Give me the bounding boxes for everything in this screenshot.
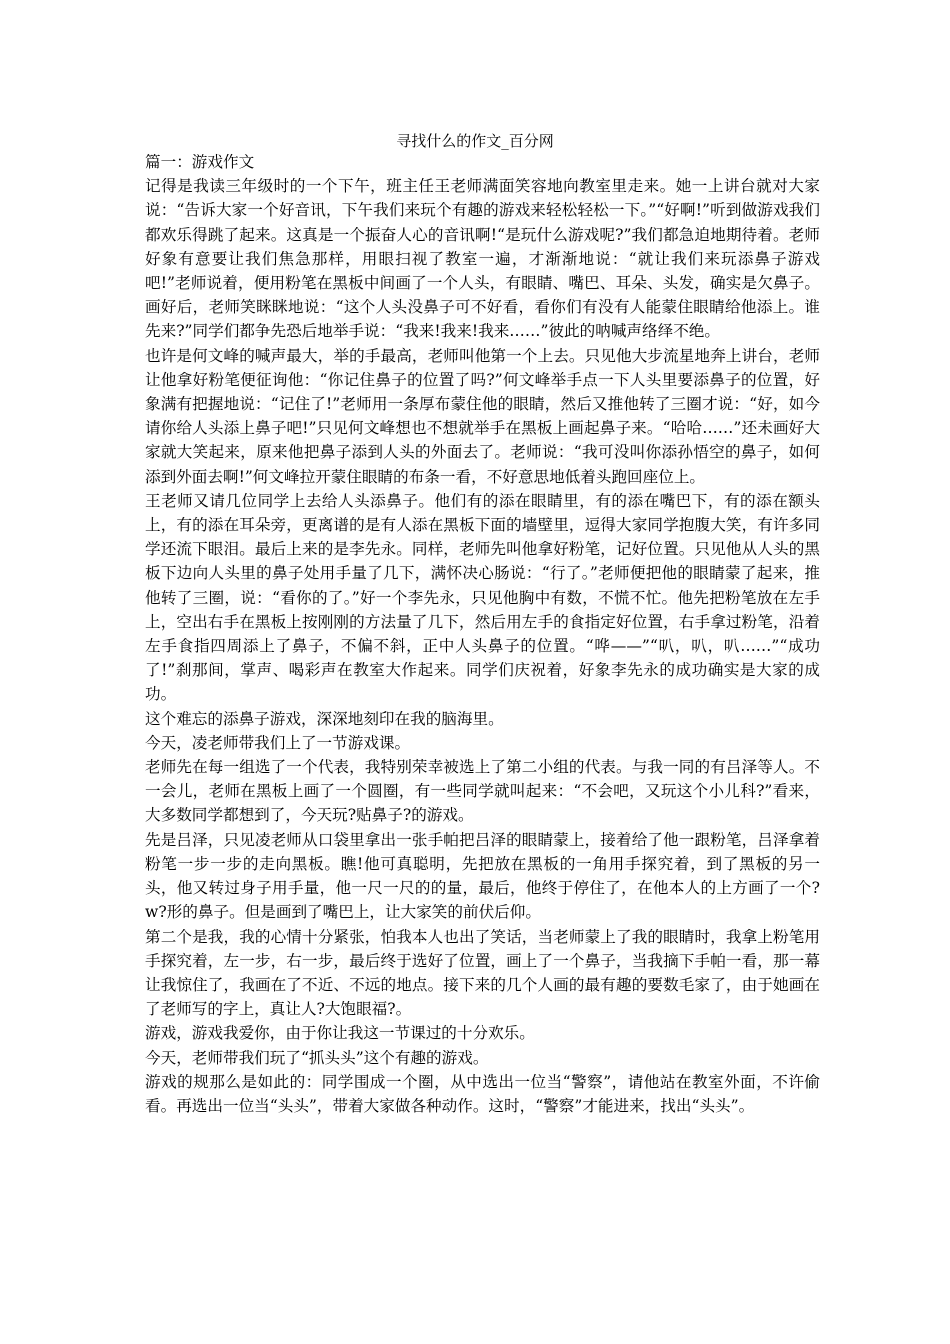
paragraph: 也许是何文峰的喊声最大，举的手最高，老师叫他第一个上去。只见他大步流星地奔上讲台，老师让他拿好粉笔便征询他：“你记住鼻子的位置了吗?”何文峰举手点一下人头里要添鼻子的位置，好象满有把握地说：“记住了!”老师用一条厚布蒙住他的眼睛，然后又推他转了三圈才说：“好，如今请你给人头添上鼻子吧!”只见何文峰想也不想就举手在黑板上画起鼻子来。“哈哈……”还未画好大家就大笑起来，原来他把鼻子添到人头的外面去了。老师说：“我可没叫你添孙悟空的鼻子，如何添到外面去啊!”何文峰拉开蒙住眼睛的布条一看，不好意思地低着头跑回座位上。 [145,346,820,486]
document-title: 寻找什么的作文_百分网 [396,132,554,150]
paragraph-section-heading: 篇一：游戏作文 [145,153,255,171]
paragraph: 老师先在每一组选了一个代表，我特别荣幸被选上了第二小组的代表。与我一同的有吕泽等人。不一会儿，老师在黑板上画了一个圆圈，有一些同学就叫起来：“不会吧，又玩这个小儿科?”看来，大多数同学都想到了，今天玩?贴鼻子?的游戏。 [145,758,820,825]
paragraph: 王老师又请几位同学上去给人头添鼻子。他们有的添在眼睛里，有的添在嘴巴下，有的添在额头上，有的添在耳朵旁，更离谱的是有人添在黑板下面的墙壁里，逗得大家同学抱腹大笑，有许多同学还流下眼泪。最后上来的是李先永。同样，老师先叫他拿好粉笔，记好位置。只见他从人头的黑板下边向人头里的鼻子处用手量了几下，满怀决心肠说：“行了。”老师便把他的眼睛蒙了起来，推他转了三圈，说：“看你的了。”好一个李先永，只见他胸中有数，不慌不忙。他先把粉笔放在左手上，空出右手在黑板上按刚刚的方法量了几下，然后用左手的食指定好位置，右手拿过粉笔，沿着左手食指四周添上了鼻子，不偏不斜，正中人头鼻子的位置。“哗——”“叭，叭，叭……”“成功了!”刹那间，掌声、喝彩声在教室大作起来。同学们庆祝着，好象李先永的成功确实是大家的成功。 [145,491,820,704]
paragraph: 游戏，游戏我爱你，由于你让我这一节课过的十分欢乐。 [145,1024,535,1043]
paragraph: 第二个是我，我的心情十分紧张，怕我本人也出了笑话，当老师蒙上了我的眼睛时，我拿上粉笔用手探究着，左一步，右一步，最后终于选好了位置，画上了一个鼻子，当我摘下手帕一看，那一幕让我惊住了，我画在了不近、不远的地点。接下来的几个人画的最有趣的要数毛家了，由于她画在了老师写的字上，真让人?大饱眼福?。 [145,927,820,1019]
paragraph: 这个难忘的添鼻子游戏，深深地刻印在我的脑海里。 [145,709,504,728]
document-body [145,150,820,1118]
paragraph: 记得是我读三年级时的一个下午，班主任王老师满面笑容地向教室里走来。她一上讲台就对大家说：“告诉大家一个好音讯，下午我们来玩个有趣的游戏来轻松轻松一下。”“好啊!”听到做游戏我们都欢乐得跳了起来。这真是一个振奋人心的音讯啊!“是玩什么游戏呢?”我们都急迫地期待着。老师好象有意要让我们焦急那样，用眼扫视了教室一遍，才渐渐地说：“就让我们来玩添鼻子游戏吧!”老师说着，便用粉笔在黑板中间画了一个人头，有眼睛、嘴巴、耳朵、头发，确实是欠鼻子。画好后，老师笑眯眯地说：“这个人头没鼻子可不好看，看你们有没有人能蒙住眼睛给他添上。谁先来?”同学们都争先恐后地举手说：“我来!我来!我来……”彼此的呐喊声络绎不绝。 [145,177,820,341]
paragraph: 今天，凌老师带我们上了一节游戏课。 [145,733,411,752]
paragraph: 先是吕泽，只见凌老师从口袋里拿出一张手帕把吕泽的眼睛蒙上，接着给了他一跟粉笔，吕泽拿着粉笔一步一步的走向黑板。瞧!他可真聪明，先把放在黑板的一角用手探究着，到了黑板的另一头，他又转过身子用手量，他一尺一尺的的量，最后，他终于停住了，在他本人的上方画了一个?w?形的鼻子。但是画到了嘴巴上，让大家笑的前伏后仰。 [145,830,820,922]
paragraph: 游戏的规那么是如此的：同学围成一个圈，从中选出一位当“警察”，请他站在教室外面，不许偷看。再选出一位当“头头”，带着大家做各种动作。这时，“警察”才能进来，找出“头头”。 [145,1072,820,1115]
paragraph: 今天，老师带我们玩了“抓头头”这个有趣的游戏。 [145,1048,489,1067]
